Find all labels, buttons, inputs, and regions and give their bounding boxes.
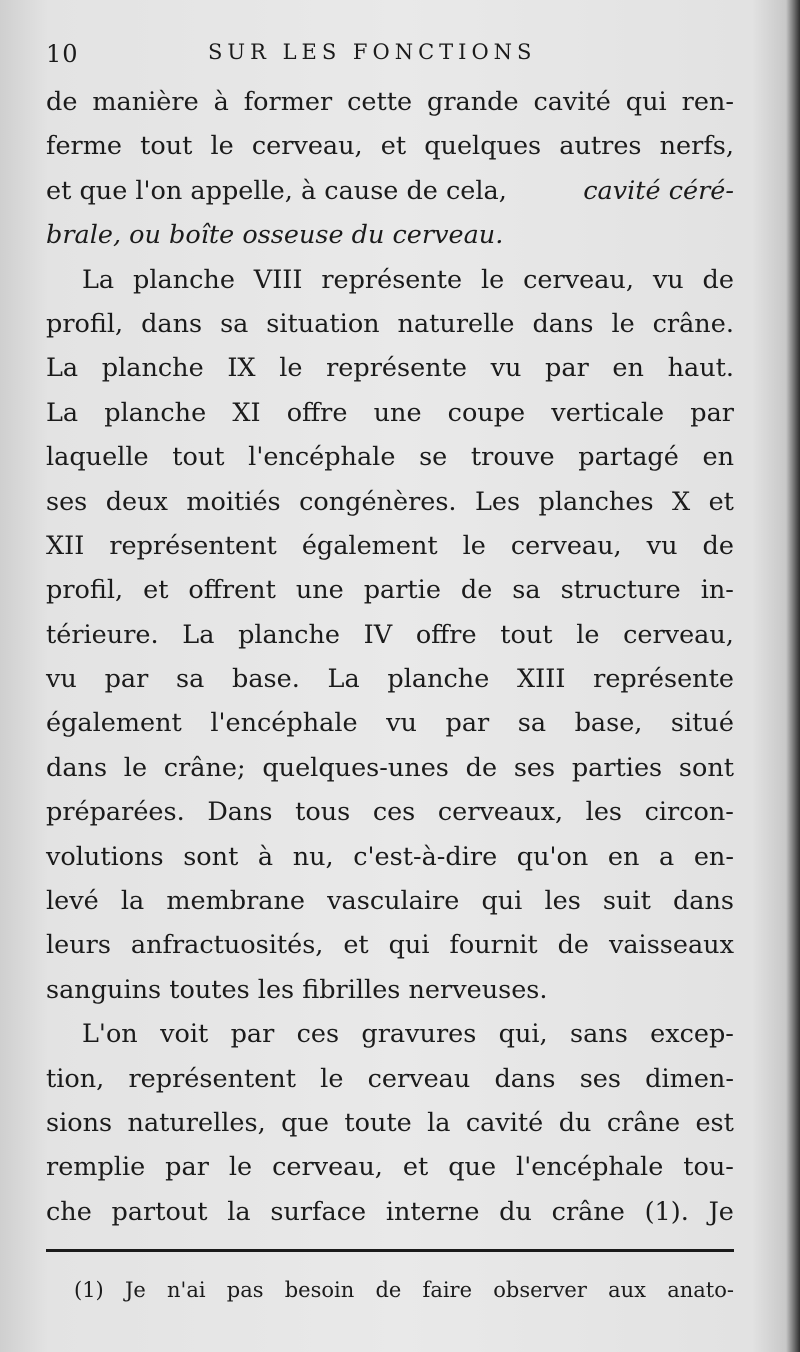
- footnote-rule: [46, 1249, 734, 1252]
- text-line: La planche VIII représente le cerveau, vu de: [82, 264, 734, 295]
- body-text: [46, 80, 734, 1234]
- text-line: brale, ou boîte osseuse du cerveau.: [46, 220, 504, 251]
- text-line: préparées. Dans tous ces cerveaux, les circon-: [46, 797, 734, 828]
- text-line: également l'encéphale vu par sa base, situé: [46, 708, 734, 739]
- running-head: SUR LES FONCTIONS: [208, 40, 537, 64]
- text-line: levé la membrane vasculaire qui les suit dans: [46, 886, 734, 917]
- page-number: 10: [46, 40, 79, 68]
- text-line: sions naturelles, que toute la cavité du crâne est: [46, 1107, 734, 1138]
- text-segment: et que l'on appelle, à cause de cela,: [46, 175, 507, 206]
- paragraph: [46, 258, 734, 1013]
- text-line: ferme tout le cerveau, et quelques autres nerfs,: [46, 131, 734, 162]
- italic-term: cavité céré-: [583, 175, 734, 206]
- text-line: La planche XI offre une coupe verticale par: [46, 397, 734, 428]
- page-gutter-shadow: [786, 0, 800, 1352]
- text-line: vu par sa base. La planche XIII représente: [46, 664, 734, 695]
- text-line: profil, dans sa situation naturelle dans le crâne.: [46, 308, 734, 339]
- text-line: volutions sont à nu, c'est-à-dire qu'on en a en-: [46, 841, 734, 872]
- text-line: sanguins toutes les fibrilles nerveuses.: [46, 974, 548, 1005]
- text-line: ses deux moitiés congénères. Les planches X et: [46, 486, 734, 517]
- text-line: dans le crâne; quelques-unes de ses parties sont: [46, 752, 734, 783]
- text-line: profil, et offrent une partie de sa structure in-: [46, 575, 734, 606]
- text-line: XII représentent également le cerveau, vu de: [46, 530, 734, 561]
- text-line: remplie par le cerveau, et que l'encéphale tou-: [46, 1152, 734, 1183]
- text-line: La planche IX le représente vu par en haut.: [46, 353, 734, 384]
- text-line: che partout la surface interne du crâne (1). Je: [46, 1196, 734, 1227]
- text-line: laquelle tout l'encéphale se trouve partagé en: [46, 442, 734, 473]
- text-line: de manière à former cette grande cavité qui ren-: [46, 87, 734, 117]
- footnote: (1) Je n'ai pas besoin de faire observer aux anato-: [74, 1278, 734, 1302]
- text-line: tion, représentent le cerveau dans ses dimen-: [46, 1063, 734, 1094]
- text-line: [46, 169, 734, 213]
- paragraph: [46, 1012, 734, 1234]
- text-line: L'on voit par ces gravures qui, sans excep-: [82, 1019, 734, 1050]
- text-line: térieure. La planche IV offre tout le cerveau,: [46, 619, 734, 650]
- text-line: leurs anfractuosités, et qui fournit de vaisseaux: [46, 930, 734, 961]
- page-header: [46, 38, 736, 78]
- paragraph: [46, 80, 734, 258]
